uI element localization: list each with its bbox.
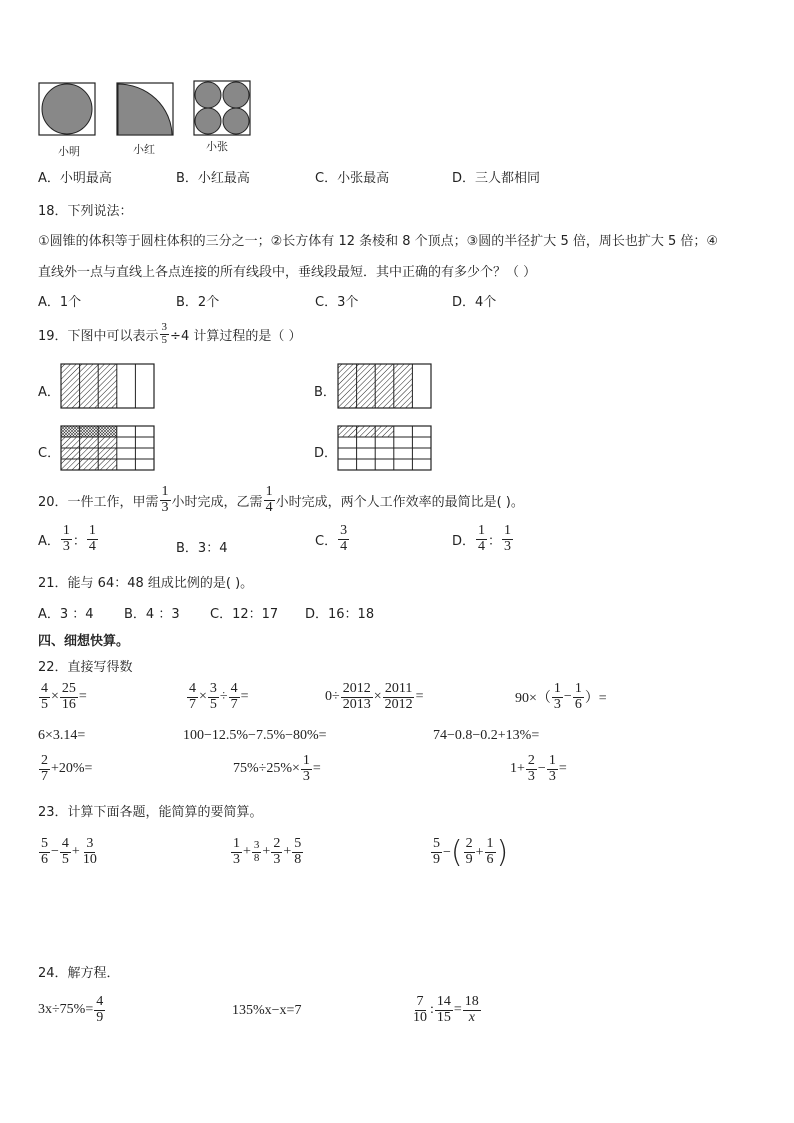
q20-fraction-jia: $\frac{1}{3}$ bbox=[161, 484, 169, 515]
q19-option-d-label: D． bbox=[314, 446, 338, 461]
q17-figure-xiaohong bbox=[116, 82, 176, 138]
q19-suffix: ÷4 计算过程的是（ ） bbox=[170, 328, 302, 344]
q22-expr-10: 1+ $\frac{2}{3}$ − $\frac{1}{3}$ = bbox=[510, 753, 567, 784]
q21-option-d: D．16：18 bbox=[305, 607, 375, 622]
q22-expr-4: 90×（ $\frac{1}{3}$ − $\frac{1}{6}$ ）= bbox=[515, 681, 607, 712]
section-title: 四、细想快算。 bbox=[38, 634, 130, 649]
q19-option-a-label: A． bbox=[38, 385, 60, 400]
q18-option-c: C．3个 bbox=[315, 295, 359, 310]
q17-label-xiaohong: 小红 bbox=[133, 143, 155, 156]
q23-expr-1: $\frac{5}{6}$ − $\frac{4}{5}$ + $\frac{3}{10}$ bbox=[41, 836, 97, 867]
q19-figure-a bbox=[60, 363, 157, 410]
q24-equation-2: 135%x−x=7 bbox=[232, 1003, 302, 1018]
q18-line2: 直线外一点与直线上各点连接的所有线段中，垂线段最短．其中正确的有多少个？（ ） bbox=[38, 265, 537, 280]
q22-expr-8: $\frac{2}{7}$ +20%= bbox=[41, 753, 93, 784]
q21-option-b: B．4 ：3 bbox=[124, 607, 180, 622]
q22-expr-1: $\frac{4}{5}$ × $\frac{25}{16}$ = bbox=[41, 681, 87, 712]
q18-title: 18．下列说法： bbox=[38, 204, 133, 219]
q22-expr-9: 75%÷25%× $\frac{1}{3}$ = bbox=[233, 753, 321, 784]
q22-expr-3: 0÷ $\frac{2012}{2013}$ × $\frac{2011}{2012}$ = bbox=[325, 681, 424, 712]
q22-expr-5: 6×3.14= bbox=[38, 728, 86, 743]
q17-figure-xiaoming bbox=[38, 82, 98, 138]
q23-expr-3: $\frac{5}{9}$ − ( $\frac{2}{9}$ + $\frac{1}{6}$ ) bbox=[433, 835, 509, 870]
q19-option-c-label: C． bbox=[38, 446, 61, 461]
q23-title: 23．计算下面各题，能简算的要简算。 bbox=[38, 805, 263, 820]
q23-expr-2: $\frac{1}{3}$ + $\frac{3}{8}$ + $\frac{2}{3}$ + $\frac{5}{8}$ bbox=[233, 836, 302, 867]
q24-equation-1: 3x÷75%= $\frac{4}{9}$ bbox=[38, 994, 104, 1025]
q20-fraction-yi: $\frac{1}{4}$ bbox=[265, 484, 273, 515]
q22-title: 22．直接写得数 bbox=[38, 660, 133, 675]
q17-option-d: D．三人都相同 bbox=[452, 171, 541, 186]
q20-stem: 20．一件工作，甲需 $\frac{1}{3}$ 小时完成，乙需 $\frac{1}{4}$ 小时完成，两个人工作效率的最简比是( )。 bbox=[38, 484, 524, 515]
q22-expr-7: 74−0.8−0.2+13%= bbox=[433, 728, 540, 743]
q19-figure-d bbox=[337, 425, 434, 472]
q24-equation-3: $\frac{7}{10}$ : $\frac{14}{15}$ = $\frac{18}{x}$ bbox=[413, 994, 479, 1025]
q19-option-b-label: B． bbox=[314, 385, 336, 400]
q20-option-c: C． $\frac{3}{4}$ bbox=[315, 523, 348, 554]
q18-line1: ①圆锥的体积等于圆柱体积的三分之一；②长方体有 12 条棱和 8 个顶点；③圆的半径扩大 5 倍，周长也扩大 5 倍；④ bbox=[38, 234, 719, 249]
q19-prefix: 19．下图中可以表示 bbox=[38, 328, 159, 344]
q20-option-d: D． $\frac{1}{4}$ ： $\frac{1}{3}$ bbox=[452, 523, 512, 554]
q17-option-a: A．小明最高 bbox=[38, 171, 112, 186]
q17-option-b: B．小红最高 bbox=[176, 171, 250, 186]
q22-expr-2: $\frac{4}{7}$ × $\frac{3}{5}$ ÷ $\frac{4}{7}$ = bbox=[189, 681, 249, 712]
q24-title: 24．解方程． bbox=[38, 966, 120, 981]
q20-option-b: B．3：4 bbox=[176, 541, 228, 556]
q17-figure-xiaozhang bbox=[193, 80, 253, 136]
q19-figure-b bbox=[337, 363, 434, 410]
q21-option-a: A．3 ：4 bbox=[38, 607, 94, 622]
q20-option-a: A． $\frac{1}{3}$ ： $\frac{1}{4}$ bbox=[38, 523, 96, 554]
q21-option-c: C．12：17 bbox=[210, 607, 279, 622]
q19-figure-c bbox=[60, 425, 157, 472]
q19-fraction: $\frac{3}{5}$ bbox=[161, 321, 168, 346]
q18-option-a: A．1个 bbox=[38, 295, 82, 310]
q22-expr-6: 100−12.5%−7.5%−80%= bbox=[183, 728, 327, 743]
q17-label-xiaozhang: 小张 bbox=[206, 140, 228, 153]
q18-option-b: B．2个 bbox=[176, 295, 220, 310]
q19-stem bbox=[38, 322, 301, 346]
q21-title: 21．能与 64：48 组成比例的是( )。 bbox=[38, 576, 254, 591]
q17-label-xiaoming: 小明 bbox=[58, 145, 80, 158]
q17-option-c: C．小张最高 bbox=[315, 171, 390, 186]
q18-option-d: D．4个 bbox=[452, 295, 497, 310]
